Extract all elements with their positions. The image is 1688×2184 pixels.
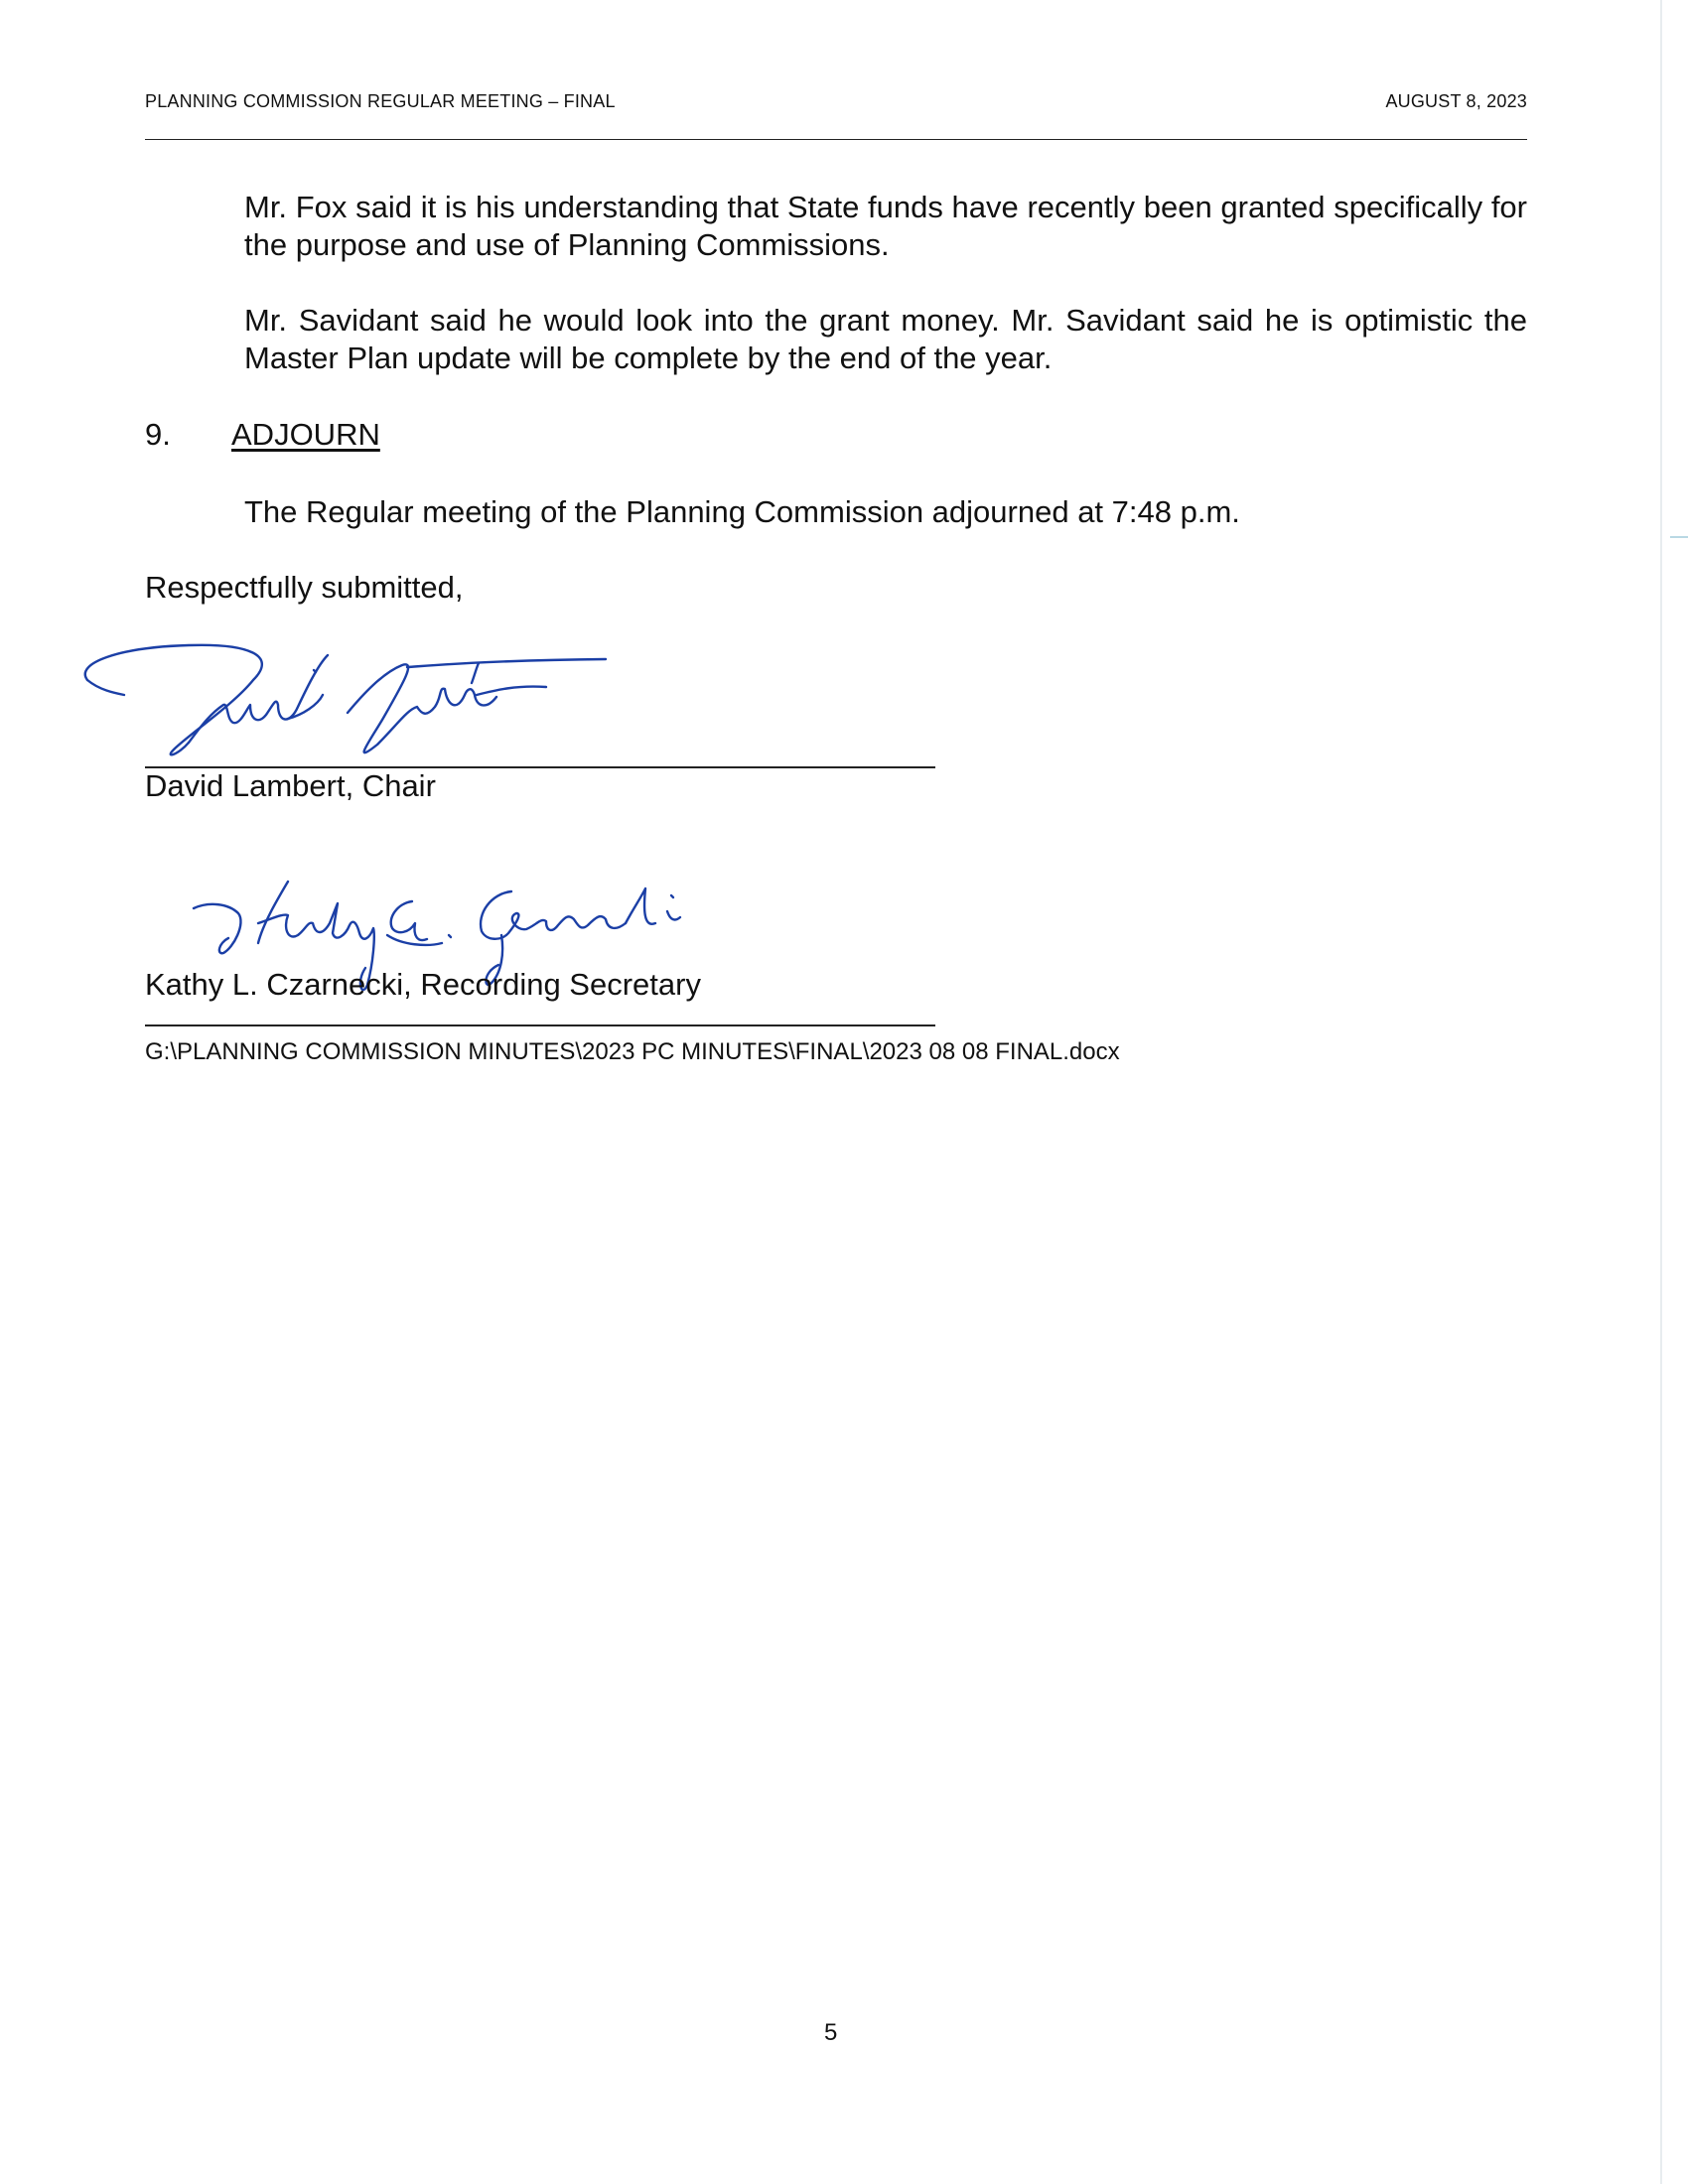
signer-name-chair: David Lambert, Chair <box>145 768 436 803</box>
section-title: ADJOURN <box>231 417 380 452</box>
section-number: 9. <box>145 417 171 452</box>
header-title: PLANNING COMMISSION REGULAR MEETING – FINAL <box>145 91 616 111</box>
header-date: AUGUST 8, 2023 <box>1385 91 1527 111</box>
paragraph-savidant: Mr. Savidant said he would look into the grant money. Mr. Savidant said he is optimistic the Master Plan update will be complete by the end of the year. <box>244 303 1527 375</box>
closing-text: Respectfully submitted, <box>145 570 464 605</box>
adjourn-text: The Regular meeting of the Planning Commission adjourned at 7:48 p.m. <box>244 494 1240 529</box>
scan-mark <box>1670 536 1688 538</box>
file-path: G:\PLANNING COMMISSION MINUTES\2023 PC MINUTES\FINAL\2023 08 08 FINAL.docx <box>145 1038 1120 1065</box>
signer-name-secretary: Kathy L. Czarnecki, Recording Secretary <box>145 967 701 1002</box>
signature-line-secretary <box>145 1024 935 1026</box>
page-header <box>145 91 1527 140</box>
page-number: 5 <box>824 2019 838 2046</box>
scan-edge <box>1660 0 1662 2184</box>
signature-david-lambert <box>79 635 616 764</box>
paragraph-fox: Mr. Fox said it is his understanding that State funds have recently been granted specifically for the purpose and use of Planning Commissions. <box>244 190 1527 262</box>
